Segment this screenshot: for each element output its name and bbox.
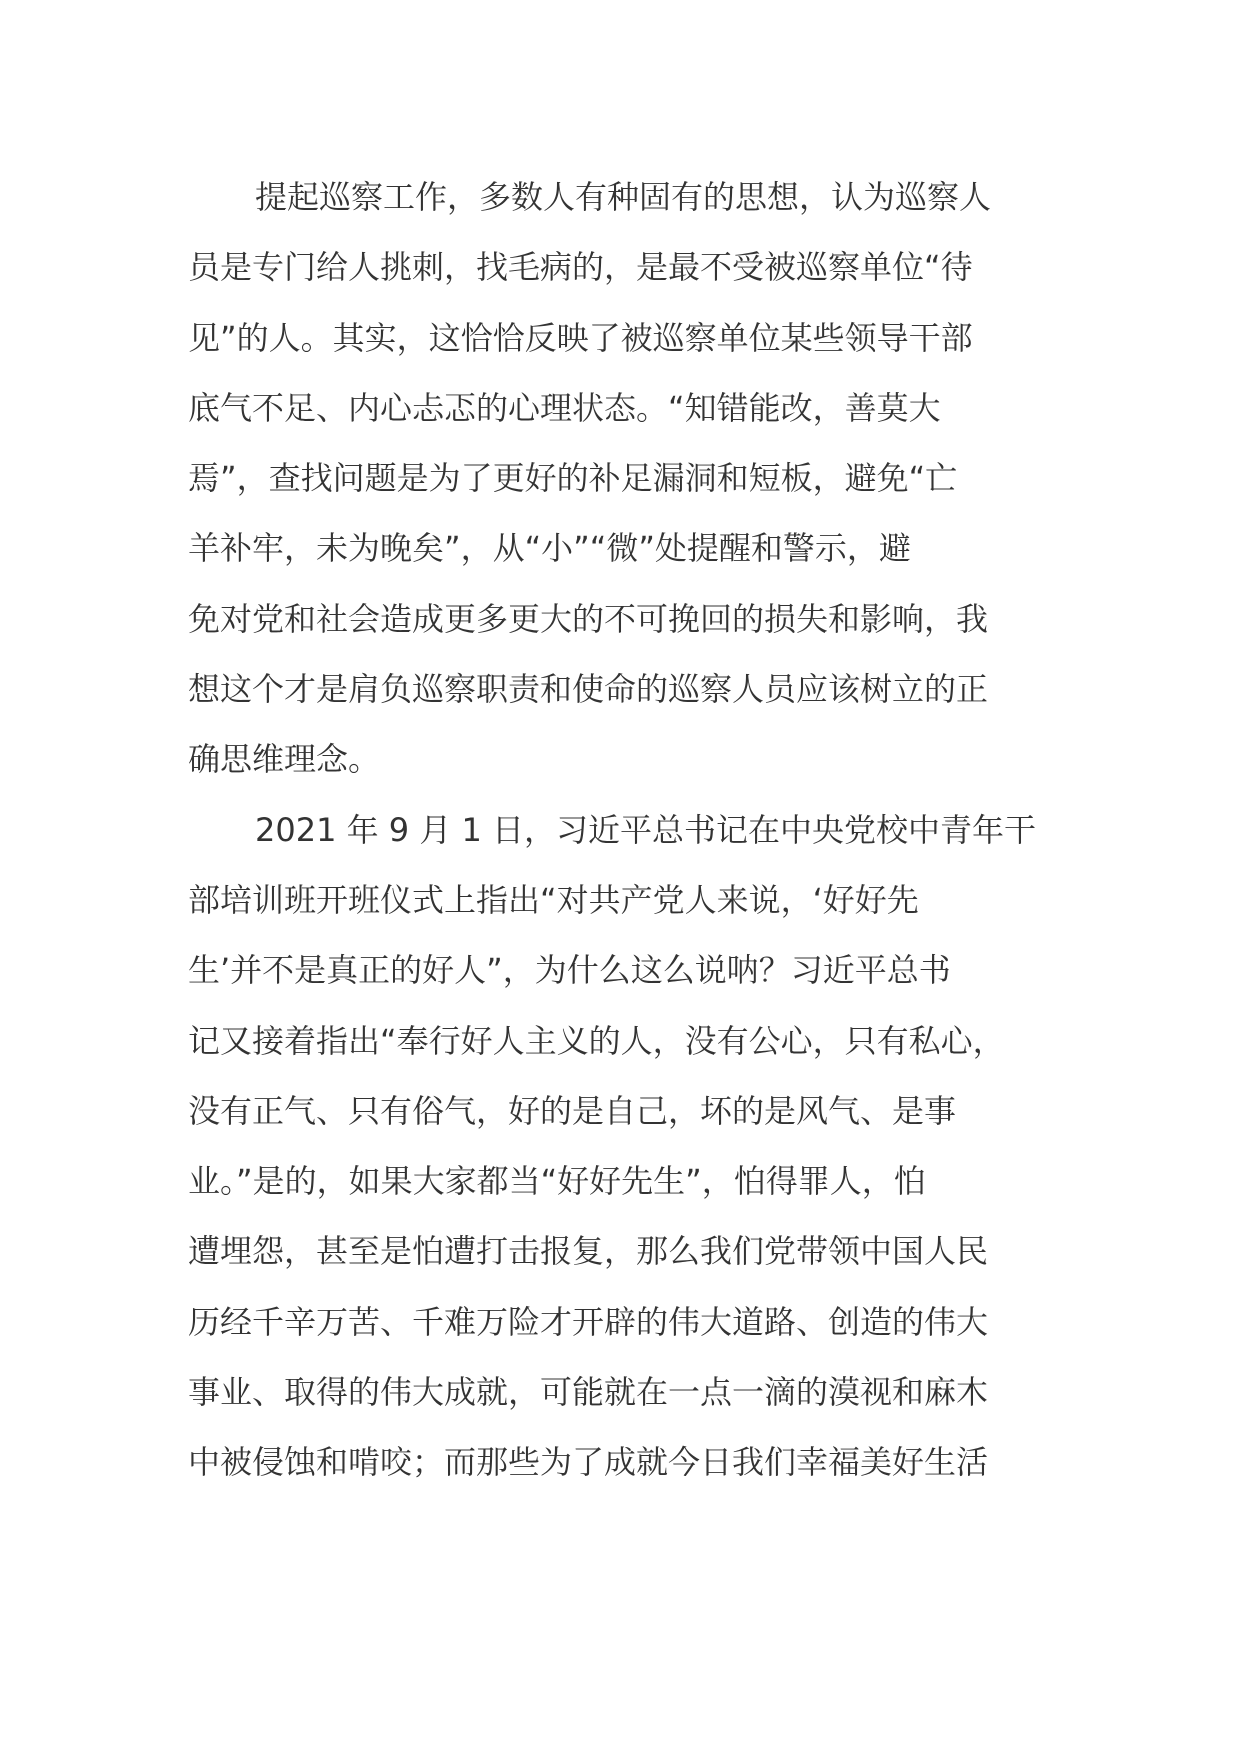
text-line: 没有正气、只有俗气，好的是自己，坏的是风气、是事 xyxy=(188,1091,957,1130)
body-text xyxy=(188,162,1068,1498)
paragraph-inspection-work xyxy=(188,162,1068,795)
text-line: 2021 年 9 月 1 日，习近平总书记在中央党校中青年干 xyxy=(255,810,1037,849)
text-line: 事业、取得的伟大成就，可能就在一点一滴的漠视和麻木 xyxy=(188,1373,989,1412)
text-line: 遭埋怨，甚至是怕遭打击报复，那么我们党带领中国人民 xyxy=(188,1232,989,1271)
paragraph-good-guy xyxy=(188,795,1068,1498)
text-line: 员是专门给人挑刺，找毛病的，是最不受被巡察单位“待 xyxy=(188,248,973,287)
text-line: 焉”，查找问题是为了更好的补足漏洞和短板，避免“亡 xyxy=(188,459,958,498)
text-line: 免对党和社会造成更多更大的不可挽回的损失和影响，我 xyxy=(188,599,989,638)
text-line: 中被侵蚀和啃咬；而那些为了成就今日我们幸福美好生活 xyxy=(188,1443,989,1482)
text-line: 底气不足、内心忐忑的心理状态。“知错能改，善莫大 xyxy=(188,388,941,427)
text-line: 羊补牢，未为晚矣”，从“小”“微”处提醒和警示，避 xyxy=(188,529,911,568)
text-line: 生’并不是真正的好人”，为什么这么说呐？习近平总书 xyxy=(188,951,951,990)
text-line: 部培训班开班仪式上指出“对共产党人来说，‘好好先 xyxy=(188,880,919,919)
text-line: 确思维理念。 xyxy=(188,740,381,779)
text-line: 历经千辛万苦、千难万险才开辟的伟大道路、创造的伟大 xyxy=(188,1302,989,1341)
text-line: 见”的人。其实，这恰恰反映了被巡察单位某些领导干部 xyxy=(188,318,973,357)
text-line: 业。”是的，如果大家都当“好好先生”，怕得罪人，怕 xyxy=(188,1162,926,1201)
text-line: 想这个才是肩负巡察职责和使命的巡察人员应该树立的正 xyxy=(188,670,989,709)
text-line: 提起巡察工作，多数人有种固有的思想，认为巡察人 xyxy=(255,178,992,216)
text-line: 记又接着指出“奉行好人主义的人，没有公心，只有私心， xyxy=(188,1021,1005,1060)
